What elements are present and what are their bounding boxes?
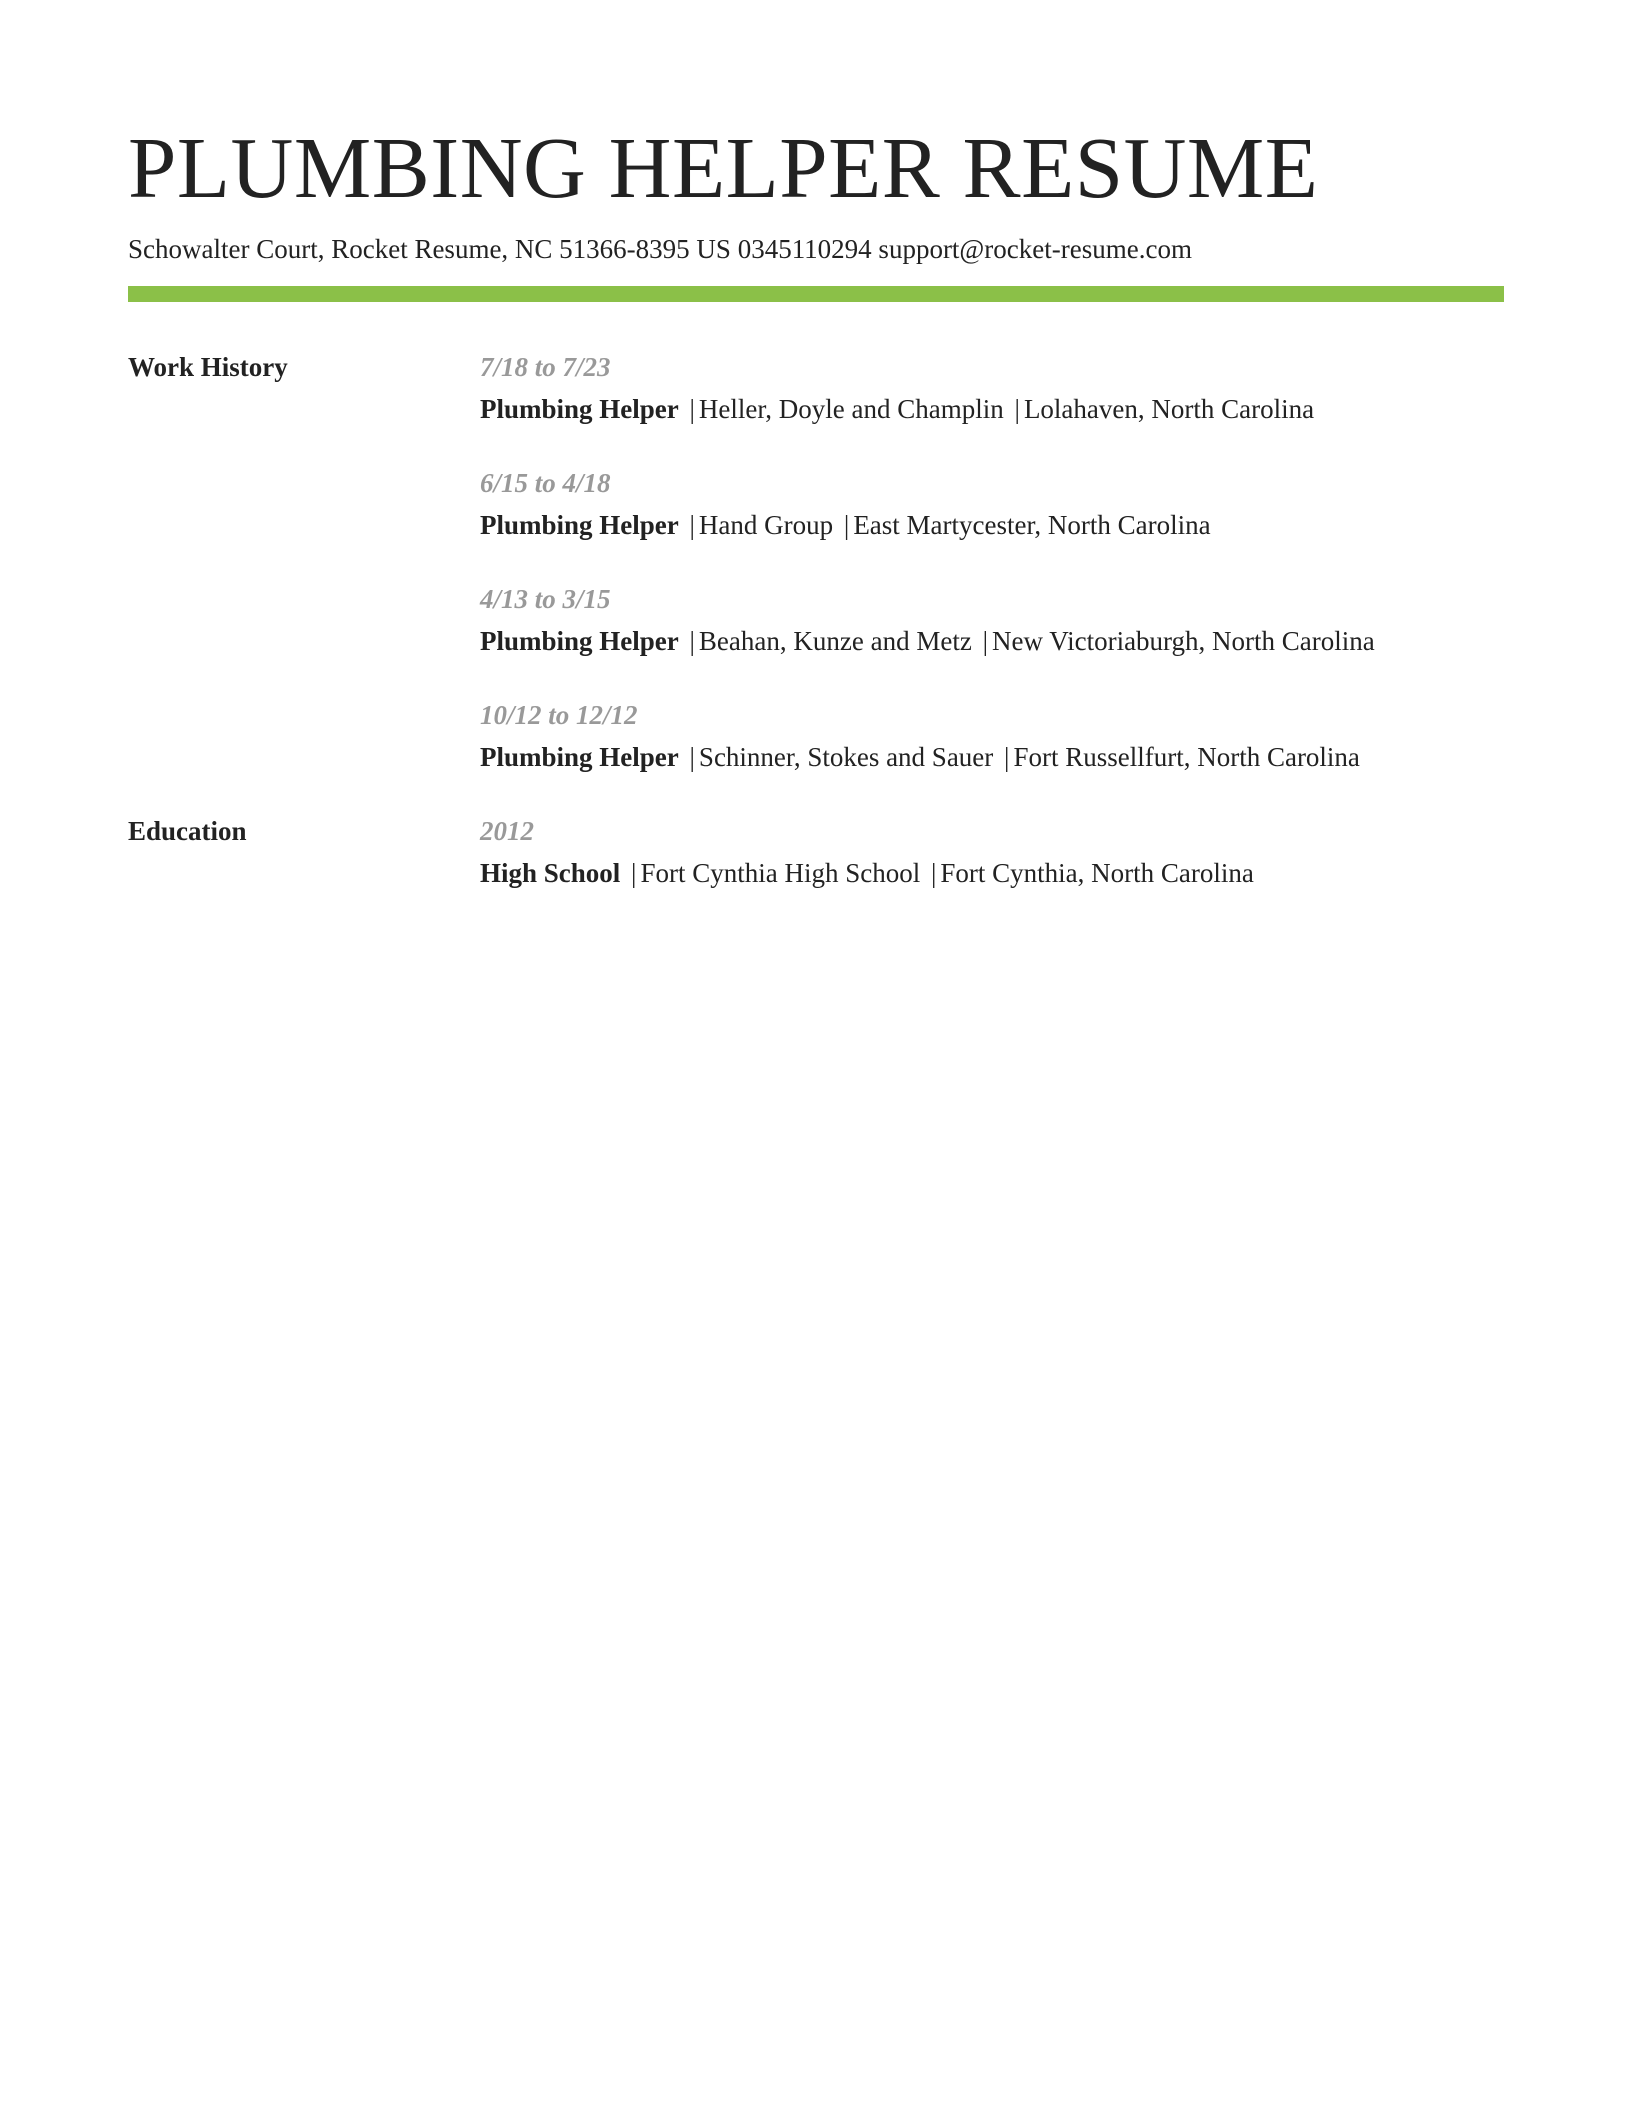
work-entry xyxy=(480,698,1504,814)
entry-separator: | xyxy=(689,510,695,540)
work-history-entries xyxy=(480,350,1504,814)
education-entries xyxy=(480,814,1504,930)
contact-info: Schowalter Court, Rocket Resume, NC 51366-8395 US 0345110294 support@rocket-resume.com xyxy=(128,234,1192,264)
entry-date: 4/13 to 3/15 xyxy=(480,584,611,614)
work-entry xyxy=(480,350,1504,466)
entry-separator: | xyxy=(631,858,637,888)
entry-location: New Victoriaburgh, North Carolina xyxy=(991,626,1375,656)
entry-separator: | xyxy=(689,394,695,424)
entry-date: 6/15 to 4/18 xyxy=(480,468,611,498)
entry-role: Plumbing Helper xyxy=(480,394,679,424)
section-heading-work-history: Work History xyxy=(128,352,288,382)
entry-date: 10/12 to 12/12 xyxy=(480,700,638,730)
education-entry xyxy=(480,814,1504,930)
entry-separator: | xyxy=(689,742,695,772)
entry-details xyxy=(480,392,1504,426)
section-heading-education: Education xyxy=(128,816,247,846)
entry-details xyxy=(480,740,1504,774)
entry-location: Lolahaven, North Carolina xyxy=(1023,394,1315,424)
entry-role: Plumbing Helper xyxy=(480,510,679,540)
work-entry xyxy=(480,466,1504,582)
entry-location: Fort Russellfurt, North Carolina xyxy=(1013,742,1360,772)
entry-company: Beahan, Kunze and Metz xyxy=(698,626,972,656)
entry-date: 7/18 to 7/23 xyxy=(480,352,611,382)
entry-location: East Martycester, North Carolina xyxy=(853,510,1211,540)
entry-role: Plumbing Helper xyxy=(480,626,679,656)
entry-details xyxy=(480,508,1504,542)
entry-details xyxy=(480,856,1504,890)
entry-date: 2012 xyxy=(480,816,534,846)
entry-separator: | xyxy=(1004,742,1010,772)
entry-company: Heller, Doyle and Champlin xyxy=(698,394,1004,424)
entry-role: Plumbing Helper xyxy=(480,742,679,772)
entry-degree: High School xyxy=(480,858,621,888)
entry-separator: | xyxy=(689,626,695,656)
entry-company: Schinner, Stokes and Sauer xyxy=(698,742,994,772)
header-divider xyxy=(128,286,1504,302)
entry-details xyxy=(480,624,1504,658)
entry-separator: | xyxy=(1014,394,1020,424)
entry-separator: | xyxy=(843,510,850,540)
work-entry xyxy=(480,582,1504,698)
entry-school: Fort Cynthia High School xyxy=(640,858,921,888)
page-title: PLUMBING HELPER RESUME xyxy=(128,119,1319,216)
entry-company: Hand Group xyxy=(698,510,834,540)
entry-separator: | xyxy=(982,626,988,656)
entry-location: Fort Cynthia, North Carolina xyxy=(940,858,1254,888)
entry-separator: | xyxy=(930,858,937,888)
